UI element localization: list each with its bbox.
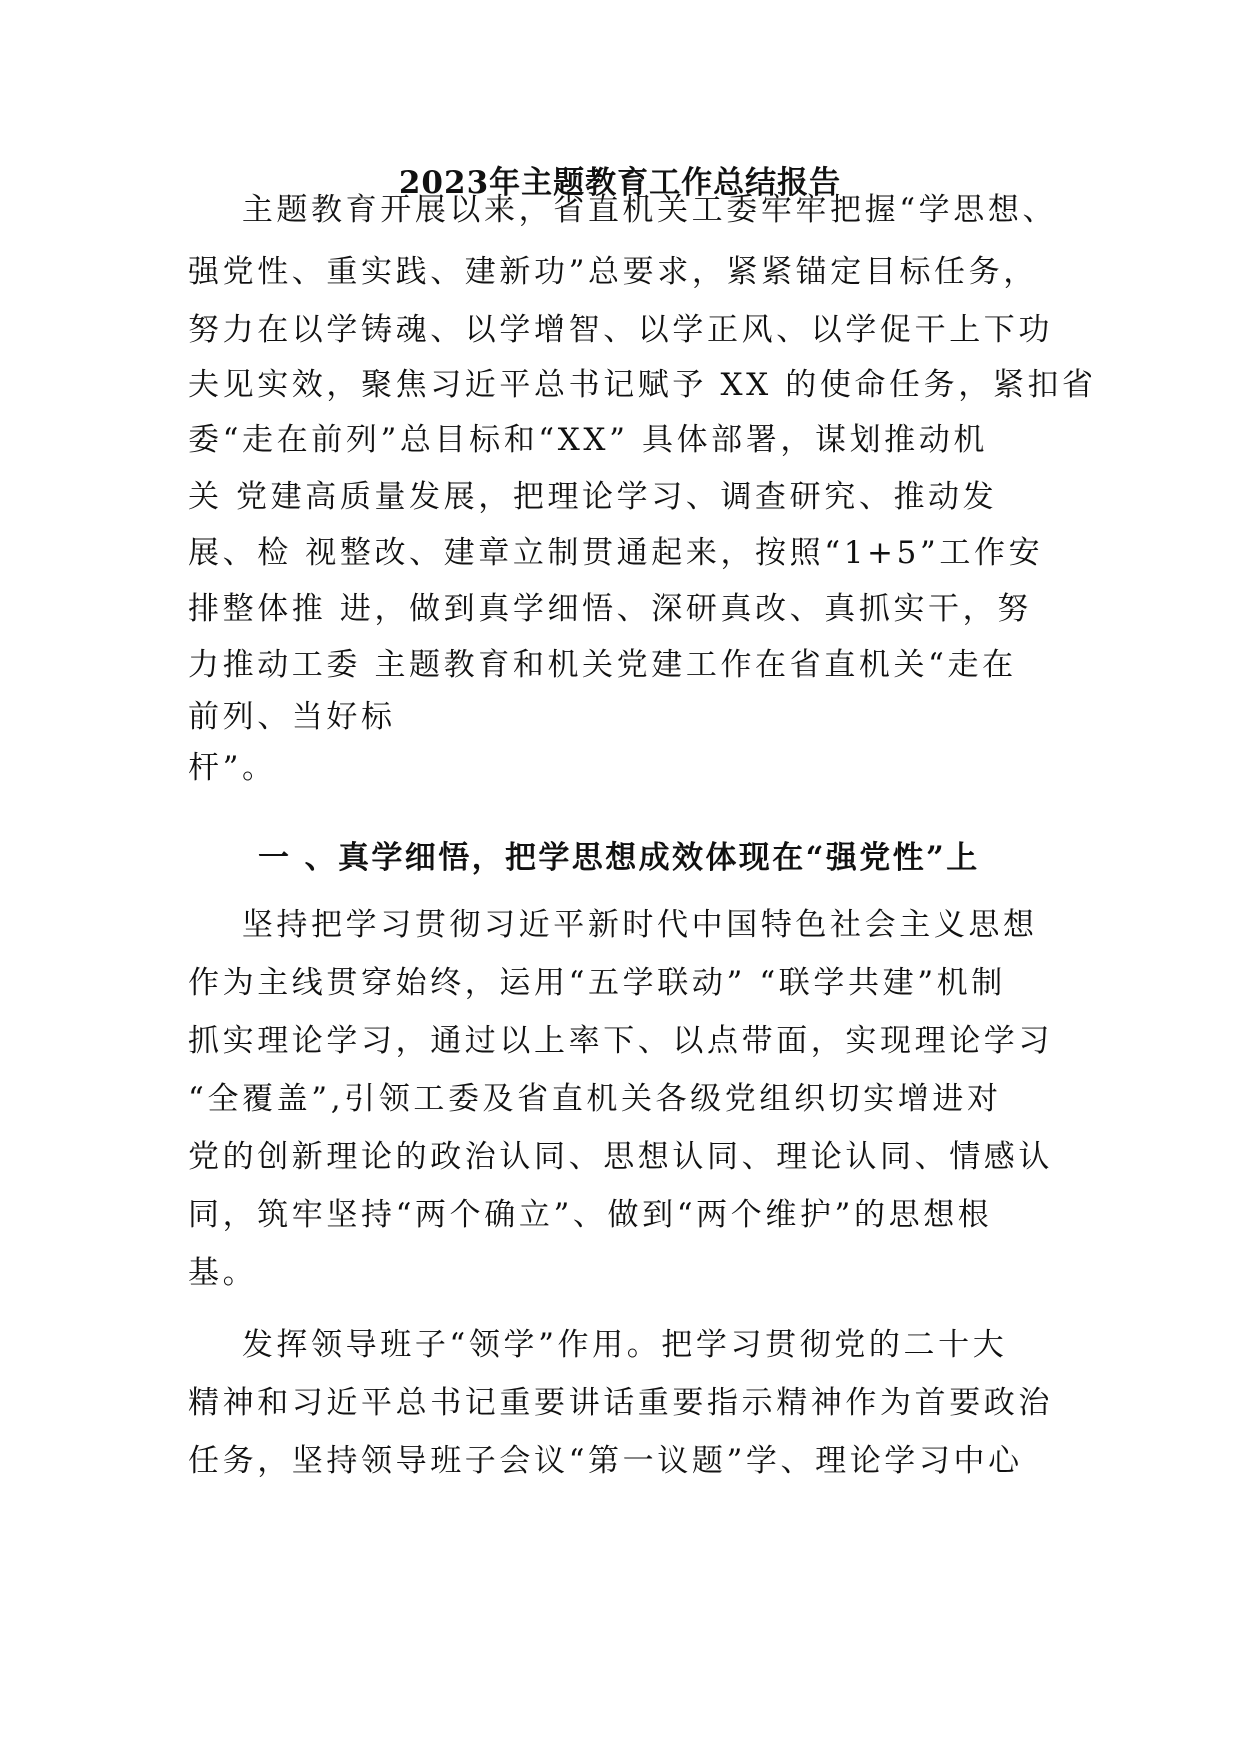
text-line: 作为主线贯穿始终，运用“五学联动” “联学共建”机制 [188,965,1006,1001]
document-title: 2023年主题教育工作总结报告 [398,165,842,201]
text-line: 展、检 视整改、建章立制贯通起来，按照“1+5”工作安 [188,535,1044,571]
text-line: 主题教育开展以来，省直机关工委牢牢把握“学思想、 [188,192,1058,228]
text-line: 发挥领导班子“领学”作用。把学习贯彻党的二十大 [188,1327,1008,1363]
text-line: 努力在以学铸魂、以学增智、以学正风、以学促干上下功 [188,312,1053,348]
text-line: 强党性、重实践、建新功”总要求，紧紧锚定目标任务， [188,254,1038,290]
text-line: 坚持把学习贯彻习近平新时代中国特色社会主义思想 [188,907,1038,943]
text-line: 前列、当好标 [188,699,396,735]
text-line: 抓实理论学习，通过以上率下、以点带面，实现理论学习 [188,1023,1053,1059]
text-line: 基。 [188,1255,258,1291]
text-line: 力推动工委 主题教育和机关党建工作在省直机关“走在 [188,647,1017,683]
text-line: 夫见实效，聚焦习近平总书记赋予 XX 的使命任务，紧扣省 [188,367,1097,403]
text-line: 杆”。 [188,750,277,786]
text-line: 同，筑牢坚持“两个确立”、做到“两个维护”的思想根 [188,1197,993,1233]
text-line: 党的创新理论的政治认同、思想认同、理论认同、情感认 [188,1139,1053,1175]
text-line: 委“走在前列”总目标和“XX” 具体部署，谋划推动机 [188,422,988,458]
text-line: 精神和习近平总书记重要讲话重要指示精神作为首要政治 [188,1385,1053,1421]
text-line: 任务，坚持领导班子会议“第一议题”学、理论学习中心 [188,1443,1023,1479]
text-line: “全覆盖”,引领工委及省直机关各级党组织切实增进对 [188,1081,1002,1117]
text-line: 关 党建高质量发展，把理论学习、调查研究、推动发 [188,479,998,515]
section-heading: 一 、真学细悟，把学思想成效体现在“强党性”上 [258,840,980,876]
text-line: 排整体推 进，做到真学细悟、深研真改、真抓实干，努 [188,591,1032,627]
